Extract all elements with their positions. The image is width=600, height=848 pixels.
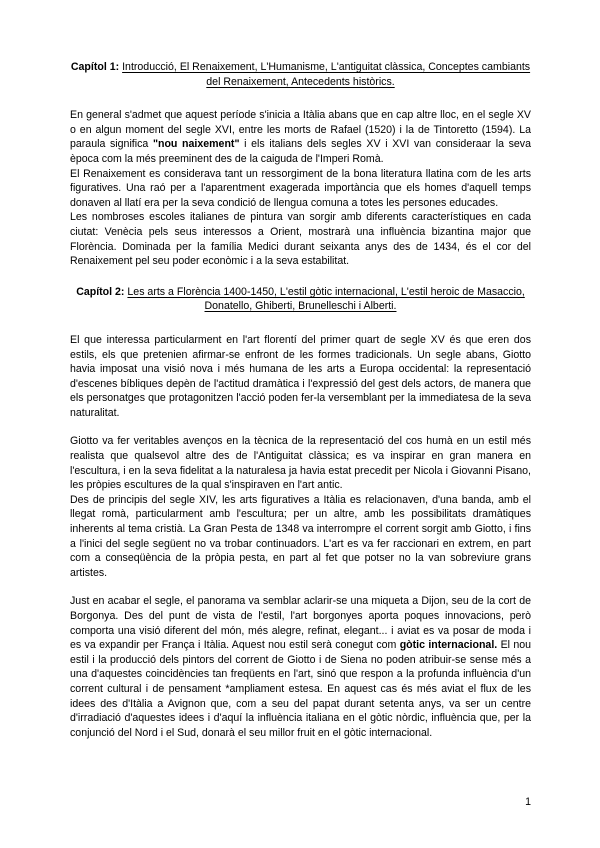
chapter-2-label: Capítol 2: [76, 285, 125, 298]
document-content [70, 60, 531, 740]
chapter-2-paragraph-3: Des de principis del segle XIV, les arts figuratives a Itàlia es relacionaven, d'una banda, amb el llegat romà, particularment amb l'escultura; per un altre, amb les possibilitats dramàtiques inherents al tema cristià. La Gran Pesta de 1348 va interrompre el corrent sorgit amb Giotto, i fins a l'inici del segle següent no va trobar continuadors. L'art es va fer raccionari en extrem, en part com a conseqüència de la pròpia pesta, en part al fet que potser no la van sobreviure grans artistes. [70, 493, 531, 579]
chapter-2-heading [70, 285, 531, 314]
chapter-1-label: Capítol 1: [70, 61, 120, 73]
chapter-2-paragraph-4 [70, 594, 531, 740]
chapter-1-paragraph-1 [70, 108, 531, 166]
chapter-2-paragraph-1: El que interessa particularment en l'art florentí del primer quart de segle XV és que eren dos estils, els que pretenien afirmar-se enfront de les formes tradicionals. Un segle abans, Giotto havia imposat una visió nova i més humana de les arts a Europa occidental: la representació d'escenes bíbliques depèn de l'actitud dramàtica i l'expressió del gest dels actors, de manera que els personatges que protagonitzen l'acció poden fer-la versemblant per la immediatesa de la seva naturalitat. [70, 333, 531, 419]
chapter-1-heading [70, 60, 531, 89]
spacer [70, 269, 531, 285]
page-number: 1 [525, 796, 531, 808]
spacer [70, 420, 531, 434]
paragraph-text-a: Just en acabar el segle, el panorama va semblar aclarir-se una miqueta a Dijon, seu de la cort de Borgonya. Des del punt de vista de l'estil, l'art borgonyes aporta poques innovacions, però comporta una visió diferent del món, més alegre, refinat, elegant... i aviat es va posar de moda i es va expandir per França i Itàlia. Aquest nou estil serà conegut com [70, 595, 531, 652]
emphasis-nou-naixement: "nou naixement" [152, 138, 240, 151]
emphasis-gotic-internacional: gòtic internacional. [399, 639, 498, 652]
paragraph-text-b: i els italians dels segles XV i XVI van consideraar la seva època com la més preeminent des de la caiguda de l'Imperi Romà. [70, 138, 531, 165]
paragraph-text-b: El nou estil i la producció dels pintors del corrent de Giotto i de Siena no poden atribuir-se sense més a una d'aquestes coincidències tan freqüents en l'art, sinó que respon a la profunda influència d'un corrent cultural i de pensament *ampliament estesa. En aquest cas és més aviat el flux de les idees des d'Itàlia a Avignon que, com a seu del papat durant setenta anys, va ser un centre d'irradiació d'aquestes idees i d'aquí la influència italiana en el gòtic nòrdic, influència que, per la conjunció del Nord i el Sud, donarà el seu millor fruit en el gòtic internacional. [70, 639, 532, 739]
spacer [70, 580, 531, 594]
chapter-1-title: Introducció, El Renaixement, L'Humanisme, L'antiguitat clàssica, Conceptes cambiants del Renaixement, Antecedents històrics. [122, 61, 531, 88]
spacer [70, 314, 531, 333]
spacer [70, 89, 531, 108]
chapter-2-paragraph-2: Giotto va fer veritables avenços en la tècnica de la representació del cos humà en un estil més realista que qualsevol altre des de l'Antiguitat clàssica; es va inspirar en gran manera en l'escultura, i en la seva fidelitat a la naturalesa ja havia estat precedit per Nicola i Giovanni Pisano, les pròpies escultures de la qual s'inspiraven en l'art antic. [70, 435, 531, 492]
paragraph-text-a: En general s'admet que aquest període s'inicia a Itàlia abans que en cap altre lloc, en el segle XV o en algun moment del segle XVI, entre les morts de Rafael (1520) i la de Tintoretto (1594). La paraula significa [70, 109, 531, 151]
chapter-1-paragraph-3: Les nombroses escoles italianes de pintura van sorgir amb diferents característiques en cada ciutat: Venècia pels seus interessos a Orient, mostrarà una influència bizantina major que Florència. Dominada per la família Medici durant seixanta anys des de 1434, és el cor del Renaixement pel seu poder econòmic i a la seva estabilitat. [70, 211, 531, 268]
chapter-2-title: Les arts a Florència 1400-1450, L'estil gòtic internacional, L'estil heroic de Masaccio, Donatello, Ghiberti, Brunelleschi i Alberti. [127, 285, 525, 313]
chapter-1-paragraph-2: El Renaixement es considerava tant un ressorgiment de la bona literatura llatina com de les arts figuratives. Una raó per a l'aparentment exagerada importància que els homes d'aquell temps donaven al llatí era per la seva condició de llengua comuna a totes les persones educades. [70, 167, 531, 209]
